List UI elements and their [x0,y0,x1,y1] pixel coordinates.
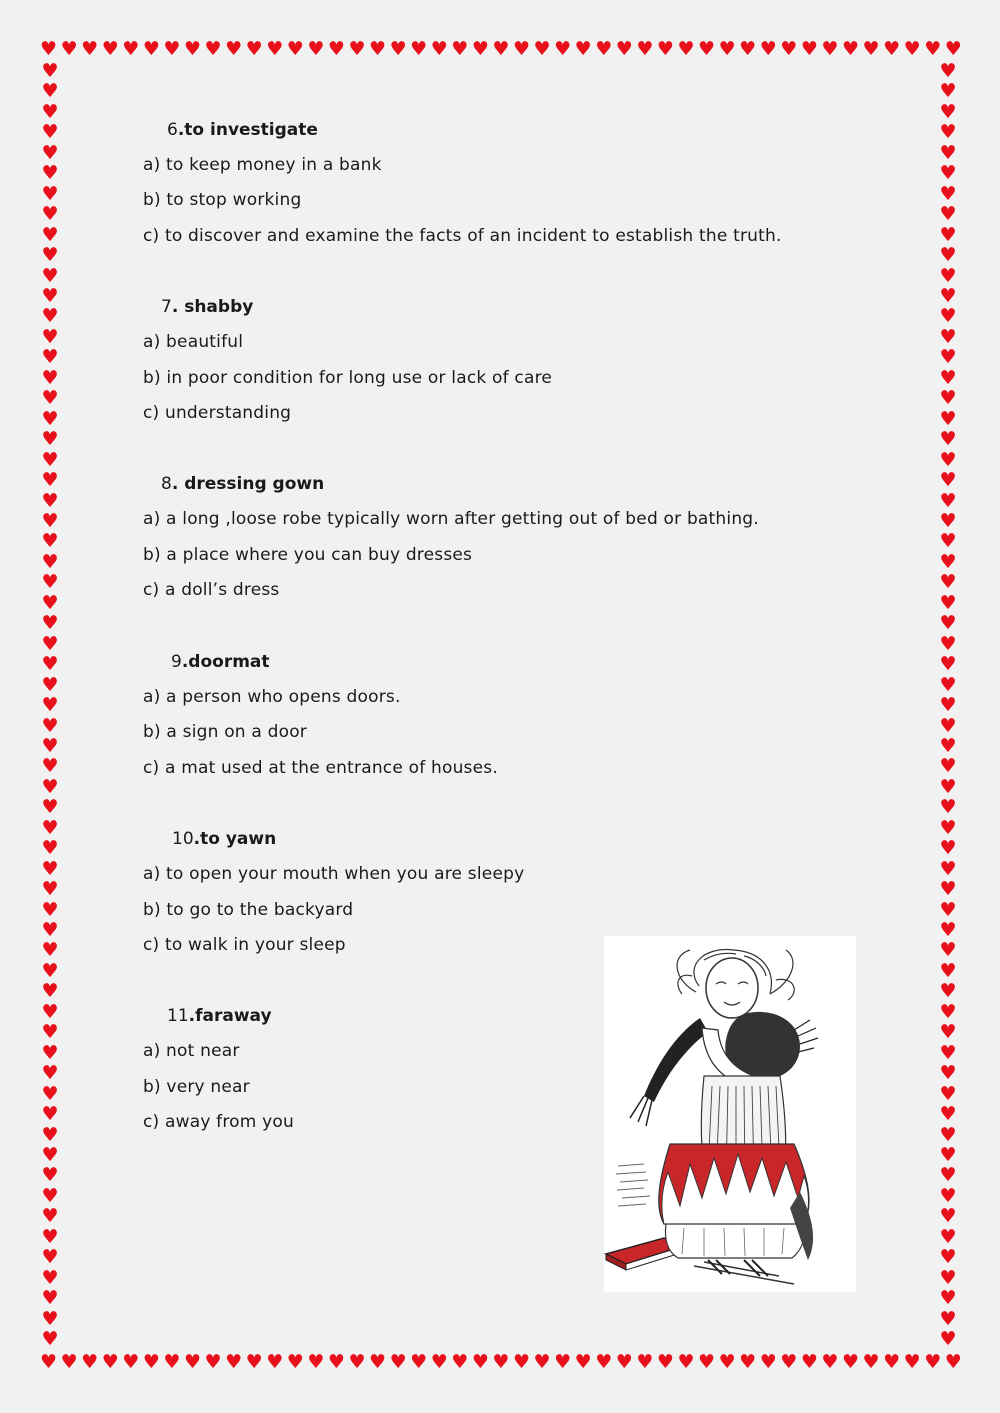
heart-icon: ♥ [41,796,59,819]
heart-icon: ♥ [41,346,59,369]
heart-icon: ♥ [41,1184,59,1207]
heart-icon: ♥ [369,38,387,60]
heart-icon: ♥ [41,980,59,1003]
heart-icon: ♥ [60,38,78,60]
heart-icon: ♥ [410,38,428,60]
heart-icon: ♥ [939,734,957,757]
heart-icon: ♥ [81,1351,99,1373]
heart-icon: ♥ [41,1041,59,1064]
heart-icon: ♥ [41,919,59,942]
heart-icon: ♥ [939,1266,957,1289]
heart-icon: ♥ [41,775,59,798]
heart-icon: ♥ [225,38,243,60]
heart-icon: ♥ [41,182,59,205]
heart-icon: ♥ [574,1351,592,1373]
heart-icon: ♥ [595,38,613,60]
heart-icon: ♥ [939,346,957,369]
heart-icon: ♥ [41,284,59,307]
question-8-number: 8 [161,474,172,494]
question-10-number: 10 [172,829,194,849]
question-6-term: .to investigate [177,120,318,140]
heart-icon: ♥ [327,38,345,60]
question-8-title [161,474,324,494]
heart-icon: ♥ [533,1351,551,1373]
heart-icon: ♥ [939,141,957,164]
question-10-option-c[interactable]: c) to walk in your sleep [143,935,346,955]
heart-icon: ♥ [939,1225,957,1248]
heart-icon: ♥ [41,959,59,982]
heart-icon: ♥ [939,857,957,880]
heart-border-top [40,40,962,60]
heart-icon: ♥ [41,489,59,512]
heart-icon: ♥ [389,1351,407,1373]
question-11-option-c[interactable]: c) away from you [143,1112,294,1132]
heart-icon: ♥ [41,1144,59,1167]
heart-icon: ♥ [939,1205,957,1228]
question-9-term: .doormat [181,652,270,672]
heart-icon: ♥ [841,1351,859,1373]
heart-icon: ♥ [41,673,59,696]
heart-icon: ♥ [939,284,957,307]
heart-icon: ♥ [286,1351,304,1373]
heart-icon: ♥ [41,60,59,82]
heart-icon: ♥ [225,1351,243,1373]
heart-icon: ♥ [41,1266,59,1289]
heart-icon: ♥ [41,428,59,451]
heart-icon: ♥ [41,755,59,778]
heart-icon: ♥ [883,38,901,60]
heart-icon: ♥ [718,1351,736,1373]
heart-icon: ♥ [81,38,99,60]
heart-icon: ♥ [939,919,957,942]
heart-icon: ♥ [939,673,957,696]
heart-icon: ♥ [939,1328,957,1351]
heart-icon: ♥ [939,1041,957,1064]
heart-icon: ♥ [41,1225,59,1248]
heart-icon: ♥ [41,591,59,614]
heart-icon: ♥ [41,407,59,430]
heart-icon: ♥ [944,38,962,60]
heart-icon: ♥ [924,38,942,60]
heart-icon: ♥ [183,38,201,60]
heart-icon: ♥ [41,939,59,962]
heart-icon: ♥ [101,1351,119,1373]
question-10-term: .to yawn [193,829,277,849]
heart-icon: ♥ [821,38,839,60]
heart-icon: ♥ [41,1103,59,1126]
heart-icon: ♥ [266,1351,284,1373]
heart-icon: ♥ [41,469,59,492]
heart-icon: ♥ [800,1351,818,1373]
girl-hugging-bird-illustration [604,936,856,1292]
heart-icon: ♥ [41,1307,59,1330]
heart-border-bottom [40,1353,962,1373]
heart-icon: ♥ [41,305,59,328]
question-8-option-a[interactable]: a) a long ,loose robe typically worn after getting out of bed or bathing. [143,509,759,529]
heart-icon: ♥ [939,100,957,123]
heart-border-right [938,62,958,1350]
heart-icon: ♥ [41,632,59,655]
heart-icon: ♥ [698,1351,716,1373]
heart-icon: ♥ [163,1351,181,1373]
heart-icon: ♥ [41,366,59,389]
question-6-number: 6 [167,120,178,140]
question-11-term: .faraway [188,1006,272,1026]
heart-icon: ♥ [410,1351,428,1373]
heart-icon: ♥ [939,489,957,512]
heart-icon: ♥ [903,1351,921,1373]
question-9-option-b[interactable]: b) a sign on a door [143,722,307,742]
heart-icon: ♥ [944,1351,962,1373]
heart-icon: ♥ [939,469,957,492]
heart-icon: ♥ [636,1351,654,1373]
heart-icon: ♥ [939,509,957,532]
heart-icon: ♥ [939,1246,957,1269]
heart-icon: ♥ [41,448,59,471]
heart-icon: ♥ [939,121,957,144]
heart-icon: ♥ [939,530,957,553]
heart-icon: ♥ [883,1351,901,1373]
heart-icon: ♥ [939,959,957,982]
heart-icon: ♥ [939,1062,957,1085]
heart-icon: ♥ [41,1021,59,1044]
heart-icon: ♥ [698,38,716,60]
heart-icon: ♥ [41,571,59,594]
heart-icon: ♥ [939,60,957,82]
heart-icon: ♥ [41,550,59,573]
heart-icon: ♥ [389,38,407,60]
heart-icon: ♥ [780,1351,798,1373]
question-6-option-b[interactable]: b) to stop working [143,190,302,210]
heart-icon: ♥ [939,714,957,737]
heart-icon: ♥ [41,1000,59,1023]
heart-icon: ♥ [759,1351,777,1373]
question-6-title [167,120,318,140]
heart-icon: ♥ [939,980,957,1003]
heart-icon: ♥ [800,38,818,60]
question-8-term: . dressing gown [171,474,325,494]
heart-icon: ♥ [307,38,325,60]
heart-icon: ♥ [101,38,119,60]
question-10-title [172,829,276,849]
heart-icon: ♥ [939,1021,957,1044]
heart-icon: ♥ [41,898,59,921]
heart-icon: ♥ [471,1351,489,1373]
question-10-option-a[interactable]: a) to open your mouth when you are sleepy [143,864,525,884]
heart-icon: ♥ [41,264,59,287]
heart-icon: ♥ [939,264,957,287]
heart-icon: ♥ [939,305,957,328]
question-7-option-a[interactable]: a) beautiful [143,332,244,352]
heart-icon: ♥ [327,1351,345,1373]
question-11-title [167,1006,272,1026]
heart-icon: ♥ [41,1328,59,1351]
heart-icon: ♥ [41,203,59,226]
heart-icon: ♥ [41,80,59,103]
heart-icon: ♥ [862,1351,880,1373]
question-6-option-c[interactable]: c) to discover and examine the facts of an incident to establish the truth. [143,226,782,246]
heart-icon: ♥ [41,857,59,880]
heart-icon: ♥ [939,1103,957,1126]
heart-icon: ♥ [554,38,572,60]
heart-icon: ♥ [41,244,59,267]
heart-icon: ♥ [939,939,957,962]
heart-icon: ♥ [183,1351,201,1373]
heart-icon: ♥ [939,694,957,717]
heart-icon: ♥ [41,1205,59,1228]
heart-icon: ♥ [595,1351,613,1373]
heart-icon: ♥ [41,325,59,348]
heart-icon: ♥ [939,816,957,839]
heart-icon: ♥ [41,837,59,860]
heart-icon: ♥ [841,38,859,60]
heart-icon: ♥ [492,1351,510,1373]
heart-icon: ♥ [939,1082,957,1105]
heart-icon: ♥ [939,755,957,778]
heart-icon: ♥ [656,1351,674,1373]
question-7-number: 7 [161,297,172,317]
heart-icon: ♥ [41,509,59,532]
question-9-option-c[interactable]: c) a mat used at the entrance of houses. [143,758,498,778]
heart-icon: ♥ [939,1184,957,1207]
heart-icon: ♥ [939,878,957,901]
heart-icon: ♥ [939,428,957,451]
heart-icon: ♥ [40,38,58,60]
heart-icon: ♥ [41,141,59,164]
heart-icon: ♥ [430,1351,448,1373]
heart-icon: ♥ [821,1351,839,1373]
heart-icon: ♥ [245,38,263,60]
heart-icon: ♥ [41,1164,59,1187]
heart-icon: ♥ [492,38,510,60]
heart-icon: ♥ [142,1351,160,1373]
heart-icon: ♥ [574,38,592,60]
heart-icon: ♥ [451,1351,469,1373]
heart-icon: ♥ [41,1123,59,1146]
heart-icon: ♥ [615,38,633,60]
heart-icon: ♥ [41,530,59,553]
heart-icon: ♥ [939,1144,957,1167]
heart-icon: ♥ [41,878,59,901]
heart-icon: ♥ [41,714,59,737]
heart-border-left [40,62,60,1350]
question-6-option-a[interactable]: a) to keep money in a bank [143,155,382,175]
heart-icon: ♥ [122,1351,140,1373]
heart-icon: ♥ [40,1351,58,1373]
question-11-number: 11 [167,1006,189,1026]
question-7-title [161,297,253,317]
heart-icon: ♥ [939,366,957,389]
heart-icon: ♥ [41,1246,59,1269]
question-8-option-c[interactable]: c) a doll’s dress [143,580,280,600]
heart-icon: ♥ [41,734,59,757]
heart-icon: ♥ [41,816,59,839]
heart-icon: ♥ [245,1351,263,1373]
heart-icon: ♥ [677,38,695,60]
heart-icon: ♥ [430,38,448,60]
heart-icon: ♥ [41,121,59,144]
heart-icon: ♥ [939,571,957,594]
heart-icon: ♥ [759,38,777,60]
heart-icon: ♥ [939,550,957,573]
heart-icon: ♥ [369,1351,387,1373]
heart-icon: ♥ [451,38,469,60]
heart-icon: ♥ [939,837,957,860]
question-9-number: 9 [171,652,182,672]
question-7-term: . shabby [171,297,254,317]
heart-icon: ♥ [163,38,181,60]
question-9-title [171,652,270,672]
heart-icon: ♥ [939,223,957,246]
heart-icon: ♥ [615,1351,633,1373]
heart-icon: ♥ [122,38,140,60]
heart-icon: ♥ [41,1287,59,1310]
heart-icon: ♥ [939,612,957,635]
heart-icon: ♥ [286,38,304,60]
heart-icon: ♥ [41,162,59,185]
heart-icon: ♥ [41,223,59,246]
heart-icon: ♥ [939,325,957,348]
heart-icon: ♥ [939,448,957,471]
heart-icon: ♥ [939,653,957,676]
heart-icon: ♥ [739,1351,757,1373]
heart-icon: ♥ [862,38,880,60]
heart-icon: ♥ [939,80,957,103]
heart-icon: ♥ [41,387,59,410]
heart-icon: ♥ [939,796,957,819]
heart-icon: ♥ [939,591,957,614]
heart-icon: ♥ [41,1082,59,1105]
heart-icon: ♥ [41,1062,59,1085]
heart-icon: ♥ [41,100,59,123]
heart-icon: ♥ [939,182,957,205]
question-10-option-b[interactable]: b) to go to the backyard [143,900,354,920]
heart-icon: ♥ [939,775,957,798]
heart-icon: ♥ [739,38,757,60]
heart-icon: ♥ [204,38,222,60]
heart-icon: ♥ [41,612,59,635]
heart-icon: ♥ [41,653,59,676]
heart-icon: ♥ [939,898,957,921]
heart-icon: ♥ [348,1351,366,1373]
heart-icon: ♥ [718,38,736,60]
heart-icon: ♥ [939,1287,957,1310]
heart-icon: ♥ [307,1351,325,1373]
heart-icon: ♥ [41,694,59,717]
heart-icon: ♥ [60,1351,78,1373]
heart-icon: ♥ [656,38,674,60]
heart-icon: ♥ [939,407,957,430]
question-8-option-b[interactable]: b) a place where you can buy dresses [143,545,473,565]
heart-icon: ♥ [512,1351,530,1373]
heart-icon: ♥ [939,1000,957,1023]
heart-icon: ♥ [348,38,366,60]
heart-icon: ♥ [939,1123,957,1146]
question-11-option-a[interactable]: a) not near [143,1041,240,1061]
heart-icon: ♥ [924,1351,942,1373]
heart-icon: ♥ [533,38,551,60]
heart-icon: ♥ [939,162,957,185]
question-7-option-b[interactable]: b) in poor condition for long use or lack of care [143,368,553,388]
question-7-option-c[interactable]: c) understanding [143,403,292,423]
heart-icon: ♥ [266,38,284,60]
heart-icon: ♥ [471,38,489,60]
heart-icon: ♥ [939,1307,957,1330]
heart-icon: ♥ [204,1351,222,1373]
question-11-option-b[interactable]: b) very near [143,1077,250,1097]
heart-icon: ♥ [554,1351,572,1373]
heart-icon: ♥ [903,38,921,60]
heart-icon: ♥ [939,203,957,226]
heart-icon: ♥ [939,1164,957,1187]
heart-icon: ♥ [512,38,530,60]
heart-icon: ♥ [939,632,957,655]
heart-icon: ♥ [780,38,798,60]
heart-icon: ♥ [939,387,957,410]
question-9-option-a[interactable]: a) a person who opens doors. [143,687,401,707]
heart-icon: ♥ [677,1351,695,1373]
heart-icon: ♥ [939,244,957,267]
heart-icon: ♥ [636,38,654,60]
heart-icon: ♥ [142,38,160,60]
